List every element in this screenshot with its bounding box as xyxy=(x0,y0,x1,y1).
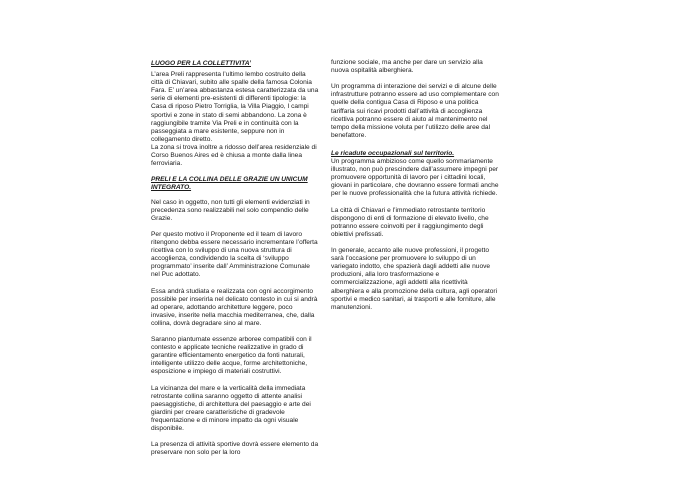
paragraph: Saranno piantumate essenze arboree compatibili con il contesto e applicate tecniche realizzative in grado di garantire efficientamento energetico da fonti naturali, intelligente utilizzo delle acque, forme architettoniche, esposizione e impiego di materiali costruttivi. xyxy=(151,336,312,376)
heading-preli-collina: PRELI E LA COLLINA DELLE GRAZIE UN UNICUM INTEGRATO. xyxy=(151,176,308,192)
paragraph: Un programma di interazione dei servizi e di alcune delle infrastrutture potranno essere ad uso complementare con quelle della contigua Casa di Riposo e una politica tariffaria sui ricavi prodotti dall’attività di accoglienza ricettiva potranno essere di aiuto al mantenimento nel tempo della missione voluta per l’utilizzo delle aree dal benefattore. xyxy=(331,83,499,139)
paragraph: L’area Preli rappresenta l’ultimo lembo costruito della città di Chiavari, subito alle spalle della famosa Colonia Fara. E’ un’area abbastanza estesa caratterizzata da una serie di elementi pre-esistenti di differenti tipologie: la Casa di riposo Pietro Torriglia, la Villa Piaggio, I campi sportivi e zone in stato di semi abbandono. La zona è raggiungibile tramite Via Preli e in continuità con la passeggiata a mare esistente, seppure non in collegamento diretto. xyxy=(151,71,319,143)
right-column xyxy=(331,59,499,320)
paragraph: La vicinanza del mare e la verticalità della immediata retrostante collina saranno oggetto di attente analisi paesaggistiche, di architettura del paesaggio e arte dei giardini per creare caratteristiche di gradevole frequentazione e di minore impatto da ogni visuale disponibile. xyxy=(151,384,311,433)
paragraph: In generale, accanto alle nuove professioni, il progetto sarà l’occasione per promuovere lo sviluppo di un variegato indotto, che spazierà dagli addetti alle nuove produzioni, alla loro trasformazione e commercializzazione, agli addetti alla ricettività alberghiera e alla promozione della cultura, agli operatori sportivi e medico sanitari, ai trasporti e alle forniture, alle manutenzioni. xyxy=(331,247,498,311)
paragraph: funzione sociale, ma anche per dare un servizio alla nuova ospitalità alberghiera. xyxy=(331,59,483,75)
paragraph: Per questo motivo il Proponente ed il team di lavoro ritengono debba essere necessario incrementare l’offerta ricettiva con lo sviluppo di una nuova struttura di accoglienza, condividendo la scelta di ‘sviluppo programmato’ inserite dall’ Amministrazione Comunale nel Puc adottato. xyxy=(151,230,318,279)
paragraph: La città di Chiavari e l’immediato retrostante territorio dispongono di enti di formazione di elevato livello, che potranno essere coinvolti per il raggiungimento degli obiettivi prefissati. xyxy=(331,206,489,238)
paragraph: Essa andrà studiata e realizzata con ogni accorgimento possibile per inserirla nel delicato contesto in cui si andrà ad operare, adottando architetture leggere, poco invasive, inserite nella macchia mediterranea, che, dalla collina, dovrà degradare sino al mare. xyxy=(151,287,318,327)
paragraph: La presenza di attività sportive dovrà essere elemento da preservare non solo per la loro xyxy=(151,441,319,457)
paragraph: Un programma ambizioso come quello sommariamente illustrato, non può prescindere dall’assumere impegni per promuovere opportunità di lavoro per i cittadini locali, giovani in particolare, che dovranno essere formati anche per le nuove professionalità che la futura attività richiede. xyxy=(331,158,499,198)
paragraph: Nel caso in oggetto, non tutti gli elementi evidenziati in precedenza sono realizzabili nel solo compendio delle Grazie. xyxy=(151,198,310,222)
heading-luogo-collettivita: LUOGO PER LA COLLETTIVITA’ xyxy=(151,60,252,67)
heading-ricadute-occupazionali: Le ricadute occupazionali sul territorio. xyxy=(331,149,455,157)
left-column xyxy=(151,60,319,466)
paragraph: La zona si trova inoltre a ridosso dell’area residenziale di Corso Buenos Aires ed è chiusa a monte dalla linea ferroviaria. xyxy=(151,143,317,168)
